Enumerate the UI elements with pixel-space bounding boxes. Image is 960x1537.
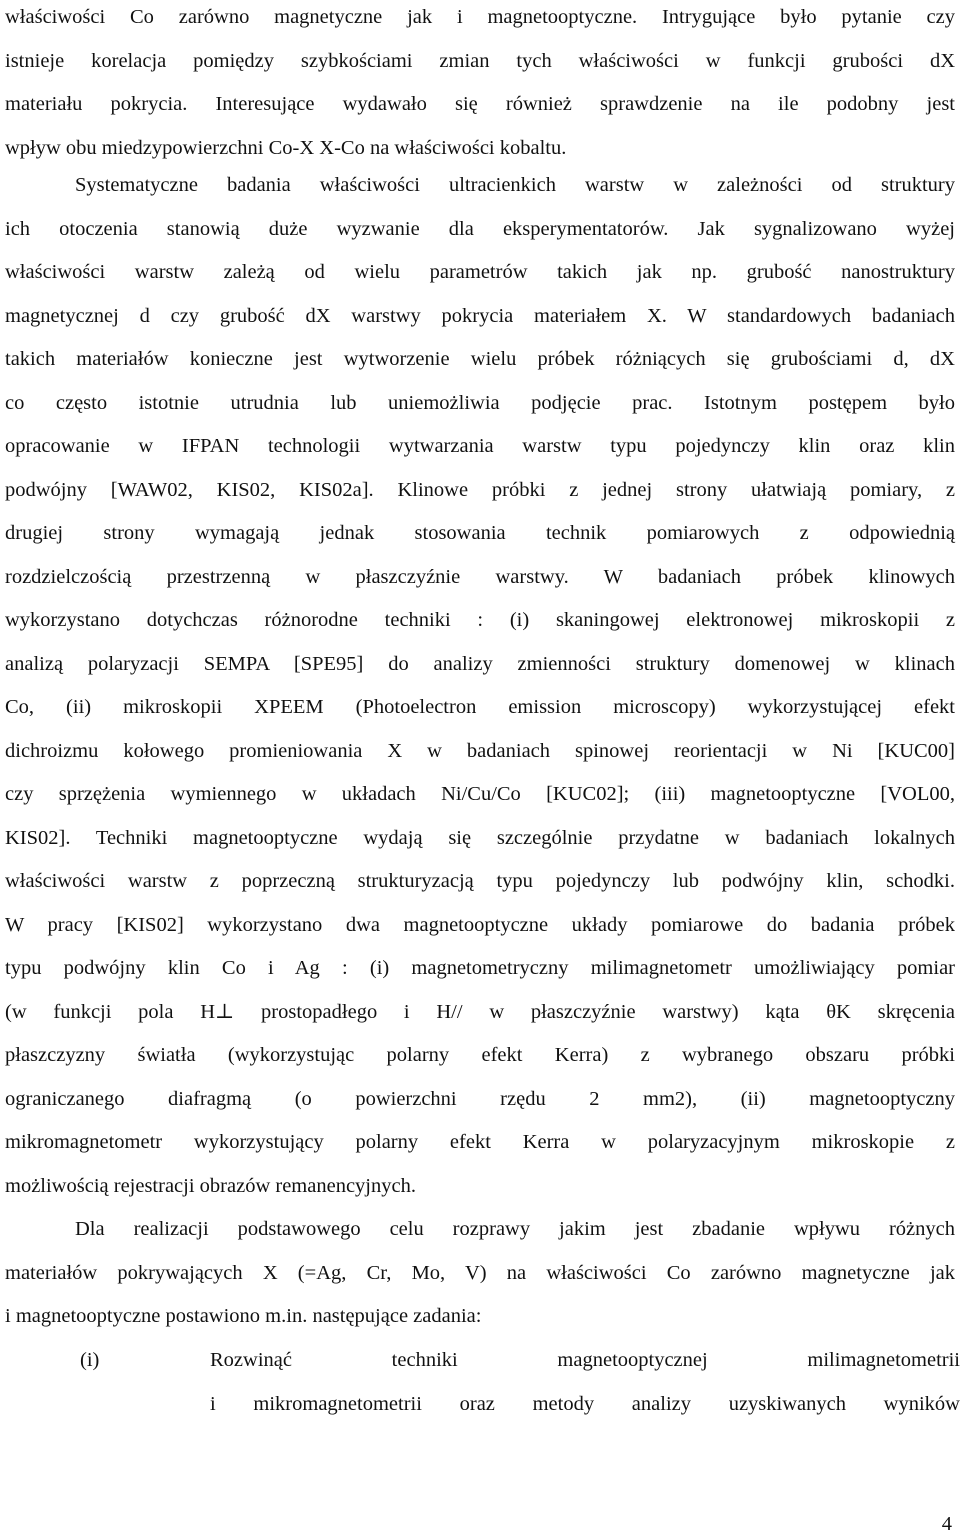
page-number: 4 (941, 1513, 952, 1535)
text-line: ograniczanego diafragmą (o powierzchni rzędu 2 mm2), (ii) magnetooptyczny (5, 1087, 955, 1110)
text-line: ich otoczenia stanowią duże wyzwanie dla eksperymentatorów. Jak sygnalizowano wyżej (5, 217, 955, 240)
text-line: Co, (ii) mikroskopii XPEEM (Photoelectron emission microscopy) wykorzystującej efekt (5, 696, 955, 718)
text-line: KIS02]. Techniki magnetooptyczne wydają się szczególnie przydatne w badaniach lokalnych (5, 826, 955, 849)
text-line: Systematyczne badania właściwości ultracienkich warstw w zależności od struktury (75, 174, 955, 196)
text-line: właściwości Co zarówno magnetyczne jak i magnetooptyczne. Intrygujące było pytanie czy (5, 6, 955, 28)
text-line: analizą polaryzacji SEMPA [SPE95] do analizy zmienności struktury domenowej w klinach (5, 652, 955, 675)
text-line: właściwości warstw z poprzeczną strukturyzacją typu pojedynczy lub podwójny klin, schodki. (5, 870, 955, 892)
text-line: drugiej strony wymagają jednak stosowania technik pomiarowych z odpowiednią (5, 522, 955, 544)
text-line: istnieje korelacja pomiędzy szybkościami zmian tych właściwości w funkcji grubości dX (5, 49, 955, 72)
text-line: możliwością rejestracji obrazów remanencyjnych. (5, 1174, 416, 1197)
text-line: typu podwójny klin Co i Ag : (i) magnetometryczny milimagnetometr umożliwiający pomiar (5, 957, 955, 979)
text-line: Dla realizacji podstawowego celu rozprawy jakim jest zbadanie wpływu różnych (75, 1218, 955, 1240)
text-line: właściwości warstw zależą od wielu parametrów takich jak np. grubość nanostruktury (5, 261, 955, 283)
list-item-number: (i) (80, 1349, 100, 1371)
text-line: magnetycznej d czy grubość dX warstwy pokrycia materiałem X. W standardowych badaniach (5, 304, 955, 327)
text-line: dichroizmu kołowego promieniowania X w badaniach spinowej reorientacji w Ni [KUC00] (5, 739, 955, 762)
text-line: materiałów pokrywających X (=Ag, Cr, Mo, V) na właściwości Co zarówno magnetyczne jak (5, 1261, 955, 1284)
text-line: W pracy [KIS02] wykorzystano dwa magnetooptyczne układy pomiarowe do badania próbek (5, 913, 955, 936)
text-line: opracowanie w IFPAN technologii wytwarzania warstw typu pojedynczy klin oraz klin (5, 435, 955, 457)
text-line: rozdzielczością przestrzenną w płaszczyźnie warstwy. W badaniach próbek klinowych (5, 565, 955, 588)
text-line: materiału pokrycia. Interesujące wydawało się również sprawdzenie na ile podobny jest (5, 93, 955, 115)
text-line: (w funkcji pola H⊥ prostopadłego i H// w płaszczyźnie warstwy) kąta θK skręcenia (5, 1000, 955, 1023)
text-line: co często istotnie utrudnia lub uniemożliwia podjęcie prac. Istotnym postępem było (5, 391, 955, 414)
list-item-line: i mikromagnetometrii oraz metody analizy uzyskiwanych wyników (210, 1392, 960, 1415)
text-line: czy sprzężenia wymiennego w układach Ni/Cu/Co [KUC02]; (iii) magnetooptyczne [VOL00, (5, 783, 955, 805)
list-item-line: Rozwinąć techniki magnetooptycznej milimagnetometrii (210, 1349, 960, 1371)
text-line: podwójny [WAW02, KIS02, KIS02a]. Klinowe próbki z jednej strony ułatwiają pomiary, z (5, 478, 955, 501)
text-line: płaszczyzny światła (wykorzystując polarny efekt Kerra) z wybranego obszaru próbki (5, 1044, 955, 1066)
text-line: i magnetooptyczne postawiono m.in. następujące zadania: (5, 1305, 482, 1327)
text-line: wpływ obu miedzypowierzchni Co-X X-Co na właściwości kobaltu. (5, 136, 567, 159)
text-line: mikromagnetometr wykorzystujący polarny efekt Kerra w polaryzacyjnym mikroskopie z (5, 1131, 955, 1153)
text-line: wykorzystano dotychczas różnorodne techniki : (i) skaningowej elektronowej mikroskopii z (5, 609, 955, 631)
text-line: takich materiałów konieczne jest wytworzenie wielu próbek różniących się grubościami d, dX (5, 348, 955, 370)
